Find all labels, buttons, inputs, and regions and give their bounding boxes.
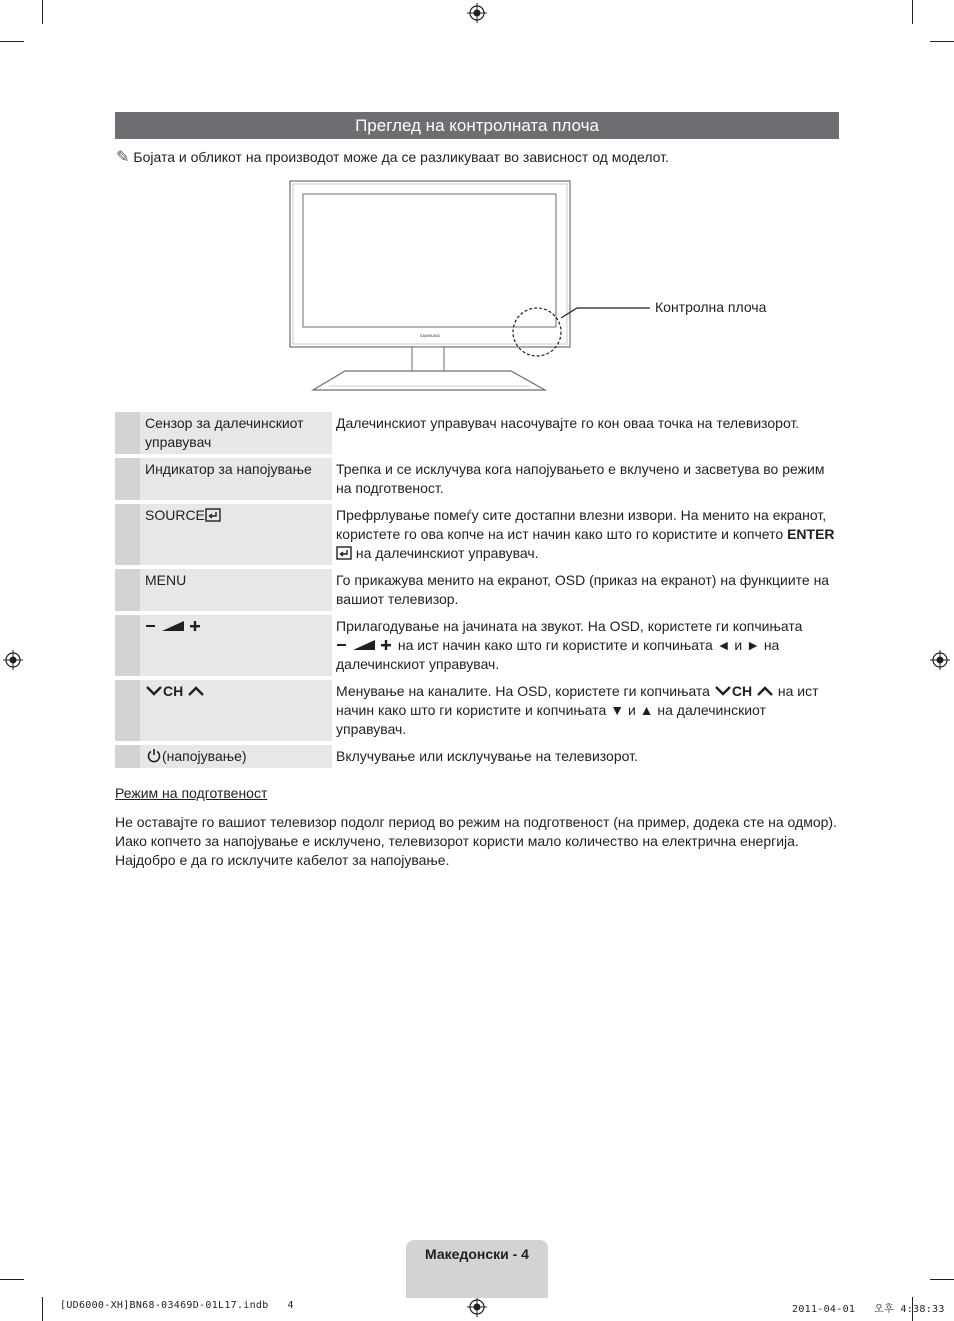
controls-table xyxy=(115,408,839,772)
control-desc: Менување на каналите. На OSD, користете ги копчињата xyxy=(336,683,714,699)
power-icon xyxy=(146,748,162,763)
control-desc: Вклучување или исклучување на телевизорот. xyxy=(336,748,638,764)
footer-file-info: [UD6000-XH]BN68-03469D-01L17.indb 4 xyxy=(60,1300,294,1311)
table-row xyxy=(115,615,839,676)
tv-brand-logo: SAMSUNG xyxy=(419,333,441,338)
registration-mark-icon xyxy=(930,650,950,670)
control-name: Индикатор за напојување xyxy=(140,458,332,500)
control-desc: Префрлување помеѓу сите достапни влезни извори. На менито на екранот, користете го ова копче на ист начин како што го користите и копчето xyxy=(336,507,827,542)
control-desc: Далечинскиот управувач насочувајте го кон оваа точка на телевизорот. xyxy=(336,415,800,431)
registration-mark-icon xyxy=(3,650,23,670)
control-name: SOURCE xyxy=(145,507,205,523)
control-name: MENU xyxy=(140,569,332,611)
control-desc: на ист начин како што ги користите и копчињата ▼ и ▲ на далечинскиот управувач. xyxy=(336,683,819,737)
tv-stand xyxy=(313,371,545,390)
note-text: Бојата и обликот на производот може да се разликуваат во зависност од моделот. xyxy=(133,149,669,165)
crop-mark xyxy=(42,0,43,24)
chevron-down-icon xyxy=(145,684,163,698)
control-name: (напојување) xyxy=(162,748,247,764)
control-name: CH xyxy=(163,683,184,699)
table-row xyxy=(115,680,839,741)
control-name: Сензор за далечинскиот управувач xyxy=(140,412,332,454)
control-desc: на далечинскиот управувач. xyxy=(352,545,539,561)
crop-mark xyxy=(930,1279,954,1280)
chevron-down-icon xyxy=(714,684,732,698)
table-row xyxy=(115,569,839,611)
table-row xyxy=(115,412,839,454)
crop-mark xyxy=(0,41,24,42)
volume-control-icon xyxy=(336,638,394,652)
table-row xyxy=(115,504,839,565)
callout-label: Контролна плоча xyxy=(655,299,767,315)
tv-neck xyxy=(412,347,444,371)
table-row xyxy=(115,745,839,768)
enter-label: ENTER xyxy=(787,526,835,542)
chevron-up-icon xyxy=(756,684,774,698)
note xyxy=(116,148,669,167)
crop-mark xyxy=(912,0,913,24)
table-row xyxy=(115,458,839,500)
standby-heading: Режим на подготвеност xyxy=(115,785,268,801)
standby-text: Не оставајте го вашиот телевизор подолг период во режим на подготвеност (на пример, додека сте на одмор). Иако копчето за напојување е исклучено, телевизорот користи мало количество на електрична енергија. Најдобро е да го исклучите кабелот за напојување. xyxy=(115,814,837,868)
tv-illustration xyxy=(285,178,785,393)
callout-line xyxy=(561,308,650,318)
tv-screen xyxy=(303,194,556,327)
volume-control-icon xyxy=(145,619,203,633)
crop-mark xyxy=(0,1279,24,1280)
control-desc: Трепка и се исклучува кога напојувањето е вклучено и засветува во режим на подготвеност. xyxy=(336,461,825,496)
pencil-note-icon: ✎ xyxy=(116,149,130,166)
enter-icon xyxy=(205,508,221,522)
enter-icon xyxy=(336,546,352,560)
footer-timestamp: 2011-04-01 오후 4:38:33 xyxy=(792,1304,945,1315)
ch-label: CH xyxy=(731,683,753,699)
registration-mark-icon xyxy=(467,3,487,23)
crop-mark xyxy=(930,41,954,42)
registration-mark-icon xyxy=(467,1297,487,1317)
control-desc: Го прикажува менито на екранот, OSD (приказ на екранот) на функциите на вашиот телевизор. xyxy=(336,572,830,607)
crop-mark xyxy=(42,1297,43,1321)
chevron-up-icon xyxy=(187,684,205,698)
section-title: Преглед на контролната плоча xyxy=(115,112,839,139)
page-number: Македонски - 4 xyxy=(425,1246,529,1262)
control-desc: на ист начин како што ги користите и копчињата ◄ и ► на далечинскиот управувач. xyxy=(336,637,780,672)
control-desc: Прилагодување на јачината на звукот. На OSD, користете ги копчињата xyxy=(336,618,803,634)
